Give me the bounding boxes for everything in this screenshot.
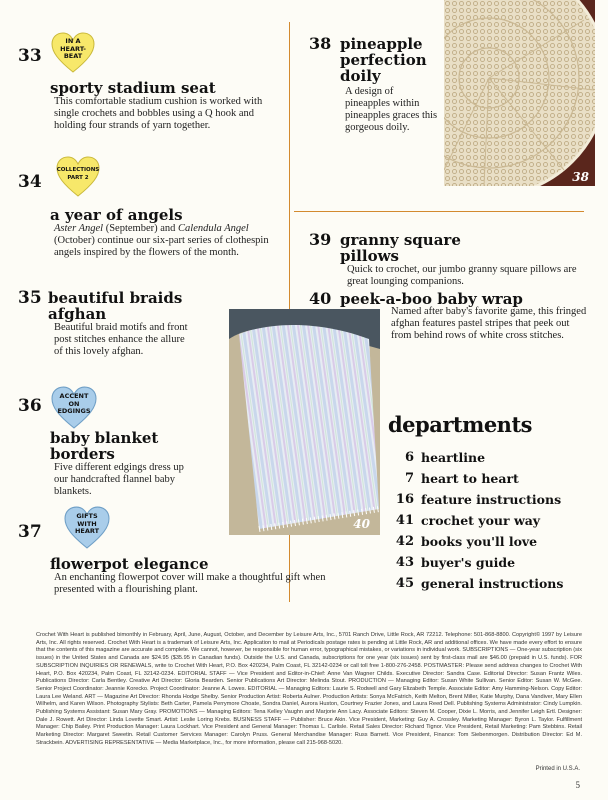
- department-page: 6: [404, 450, 414, 465]
- departments-list: [388, 450, 598, 597]
- item-35-number: 35: [18, 288, 42, 308]
- calendula-angel-name: Calendula Angel: [178, 223, 249, 234]
- item-34-description: [54, 223, 284, 259]
- department-name: feature instructions: [421, 492, 562, 507]
- gifts-with-heart-icon: [62, 506, 112, 550]
- department-item[interactable]: [388, 492, 598, 513]
- item-34-number: 34: [18, 172, 42, 192]
- heart-badge-line: ON: [68, 399, 80, 408]
- baby-wrap-photo: [229, 309, 380, 535]
- department-name: buyer's guide: [421, 555, 516, 570]
- item-38-description: A design of pineapples within pineapples graces this gorgeous doily.: [345, 86, 438, 133]
- title-line: granny square: [340, 231, 461, 249]
- baby-wrap-image: [229, 309, 380, 535]
- desc-text: (October) continue our six-part series of clothespin angels inspired by the flowers of the month.: [54, 235, 269, 258]
- item-37-number: 37: [18, 522, 42, 542]
- doily-photo: [444, 0, 595, 186]
- departments-heading: departments: [388, 412, 532, 437]
- department-name: heart to heart: [421, 471, 519, 486]
- title-line: afghan: [48, 305, 107, 323]
- item-39-number: 39: [309, 230, 332, 249]
- heart-badge-line: HEART-: [60, 44, 86, 53]
- department-item[interactable]: [388, 576, 598, 597]
- item-39-description: Quick to crochet, our jumbo granny square pillows are great lounging companions.: [347, 264, 577, 287]
- accent-on-edgings-heart-icon: [49, 386, 99, 430]
- title-line: perfection: [340, 51, 427, 69]
- department-page: 16: [395, 492, 414, 507]
- masthead-fine-print: Crochet With Heart is published bimonthly in February, April, June, August, October, and December by Leisure Arts, Inc., 5701 Ranch Drive, Little Rock, AR 72212. Telephone: 501-868-8800. Copyright© 1997 by Leisure Arts, Inc. All rights reserved. Crochet With Heart is a trademark of Leisure Arts, Inc. Application to mail at Periodicals postage rates is pending at Little Rock, AR and additional offices. We have made every effort to ensure that the contents of this magazine are accurate and complete. We cannot, however, be responsible for human error, typographical mistakes, or variations in individual work. SUBSCRIPTIONS — One-year subscription (six issues) in the United States and Canada are $24.95 ($35.95 in Canadian funds). Outside the U.S. and Canada, subscriptions for one year (six issues) sent by first-class mail are $46.00 (prepaid in U.S. funds). FOR SUBSCRIPTION INQUIRIES OR RENEWALS, write to Crochet With Heart, P.O. Box 420234, Palm Coast, FL 32142-0234 or call toll free 1-800-276-2458. POSTMASTER: Please send address changes to Crochet With Heart, P.O. Box 420234, Palm Coast, FL 32142-0234. EDITORIAL STAFF — Vice President and Editor-in-Chief: Anne Van Wagner Childs. Executive Director: Sandra Case. Editorial Director: Susan Frantz Wiles. Publications Director: Carla Bentley. Creative Art Director: Gloria Bearden. Senior Publications Art Director: Melinda Stout. PRODUCTION — Managing Editor: Susan White Sullivan. Senior Editor: Susan W. McGee. Senior Project Coordinator: Jeannie Korecko. Project Coordinator: Jeanne A. Lowes. EDITORIAL — Managing Editors: Laurie S. Rodwell and Gary Elizabeth Temple. Associate Editor: Amy Hamming-Nelson. Copy Editor: Laura Lee Weland. ART — Magazine Art Director: Rhonda Hodge Shelby. Senior Production Artist: Roberta Aulner. Production Artists: Sonya McFatrich, Keith Melton, Brent Miller, Katie Murphy, Dana Vandiver, Mary Ellen Wilhelm, and Karen Wilson. Photography Stylists: Beth Carter, Pamela Perrymore Choate, Sondra Daniel, Aurora Huston, Courtney Frazier Jones, and Laura Reed Dell. Publishing Systems Administrator: Cindy Lumpkin. Publishing Systems Assistant: Susan Mary Gray. PROMOTIONS — Managing Editors: Tena Kelley Vaughn and Marjorie Ann Lacy. Associate Editors: Steven M. Cooper, Dixie L. Morris, and Jennifer Leigh Ertl. Designer: Dale J. Rowett. Art Director: Linda Lovette Smart. Artist: Leslie Loring Krebs. BUSINESS STAFF — Publisher: Bruce Akin. Vice President, Marketing: Guy A. Crossley. Marketing Manager: Byron L. Taylor. Fulfillment Manager: Chip Bailey. Print Production Manager: Laura Lockhart. Vice President and General Manager: Thomas L. Carlisle. Retail Sales Director: Richard Tignor. Vice President, Retail Marketing: Pam Stebbins. Retail Marketing Director: Margaret Sweetin. Retail Customer Services Manager: Carolyn Pruss. General Merchandise Manager: Russ Barnett. Vice President, Finance: Tom Siebenmorgen. Distribution Director: Ed M. Strackbein. ADVERTISING REPRESENTATIVE — Media Marketplace, Inc., for more information, please call 215-968-5020.: [36, 632, 582, 746]
- item-38-number: 38: [309, 34, 332, 53]
- title-line: pillows: [340, 247, 399, 265]
- horizontal-divider: [294, 211, 584, 212]
- department-item[interactable]: [388, 513, 598, 534]
- heart-badge-line: COLLECTIONS: [56, 167, 100, 173]
- aster-angel-name: Aster Angel: [54, 223, 104, 234]
- department-page: 43: [395, 555, 414, 570]
- heart-badge-line: ACCENT: [59, 392, 89, 400]
- item-33-description: This comfortable stadium cushion is worked with single crochets and bobbles using a Q hook and holding four strands of yarn together.: [54, 96, 263, 131]
- item-40-description: Named after baby's favorite game, this fringed afghan features pastel stripes that peek out from behind rows of white cross stitches.: [391, 306, 587, 341]
- department-page: 41: [395, 513, 414, 528]
- title-line: borders: [50, 445, 115, 463]
- item-39-title: [340, 232, 461, 264]
- department-name: general instructions: [421, 576, 564, 591]
- item-35-title: [48, 290, 182, 322]
- heart-badge-line: IN A: [65, 37, 81, 45]
- heart-badge-line: HEART: [74, 527, 100, 535]
- collections-heart-icon: [55, 156, 101, 198]
- department-page: 42: [395, 534, 414, 549]
- item-33-title: sporty stadium seat: [50, 79, 216, 97]
- item-35-description: Beautiful braid motifs and front post stitches enhance the allure of this lovely afghan.: [54, 322, 188, 357]
- title-line: beautiful braids: [48, 289, 183, 307]
- heart-badge-line: BEAT: [63, 52, 83, 60]
- department-page: 45: [395, 576, 414, 591]
- item-36-number: 36: [18, 396, 42, 416]
- desc-text: (September) and: [103, 223, 179, 234]
- title-line: doily: [340, 67, 381, 85]
- item-33-number: 33: [18, 46, 42, 66]
- wrap-photo-number: 40: [353, 517, 370, 531]
- heart-badge-line: PART 2: [67, 174, 89, 181]
- item-34-title: a year of angels: [50, 206, 183, 224]
- heart-badge-line: WITH: [77, 519, 97, 528]
- item-36-description: Five different edgings dress up our handcrafted flannel baby blankets.: [54, 462, 184, 497]
- item-36-title: [50, 430, 158, 462]
- item-40-number: 40: [309, 289, 332, 308]
- item-37-description: An enchanting flowerpot cover will make a thoughtful gift when presented with a flourishing plant.: [54, 572, 326, 595]
- item-40-title: peek-a-boo baby wrap: [340, 290, 523, 308]
- printed-in-note: Printed in U.S.A.: [535, 766, 580, 772]
- heart-badge-line: GIFTS: [76, 512, 98, 520]
- department-name: crochet your way: [421, 513, 541, 528]
- doily-photo-number: 38: [572, 170, 589, 184]
- department-item[interactable]: [388, 450, 598, 471]
- title-line: baby blanket: [50, 429, 159, 447]
- heart-badge-line: EDGINGS: [57, 407, 91, 415]
- department-name: heartline: [421, 450, 486, 465]
- department-item[interactable]: [388, 471, 598, 492]
- department-name: books you'll love: [421, 534, 538, 549]
- page-number: 5: [575, 780, 580, 790]
- department-page: 7: [404, 471, 414, 486]
- title-line: pineapple: [340, 35, 423, 53]
- in-a-heartbeat-heart-icon: [50, 32, 96, 74]
- item-38-title: [340, 36, 427, 84]
- doily-image: [444, 0, 595, 186]
- item-37-title: flowerpot elegance: [50, 555, 209, 573]
- department-item[interactable]: [388, 555, 598, 576]
- department-item[interactable]: [388, 534, 598, 555]
